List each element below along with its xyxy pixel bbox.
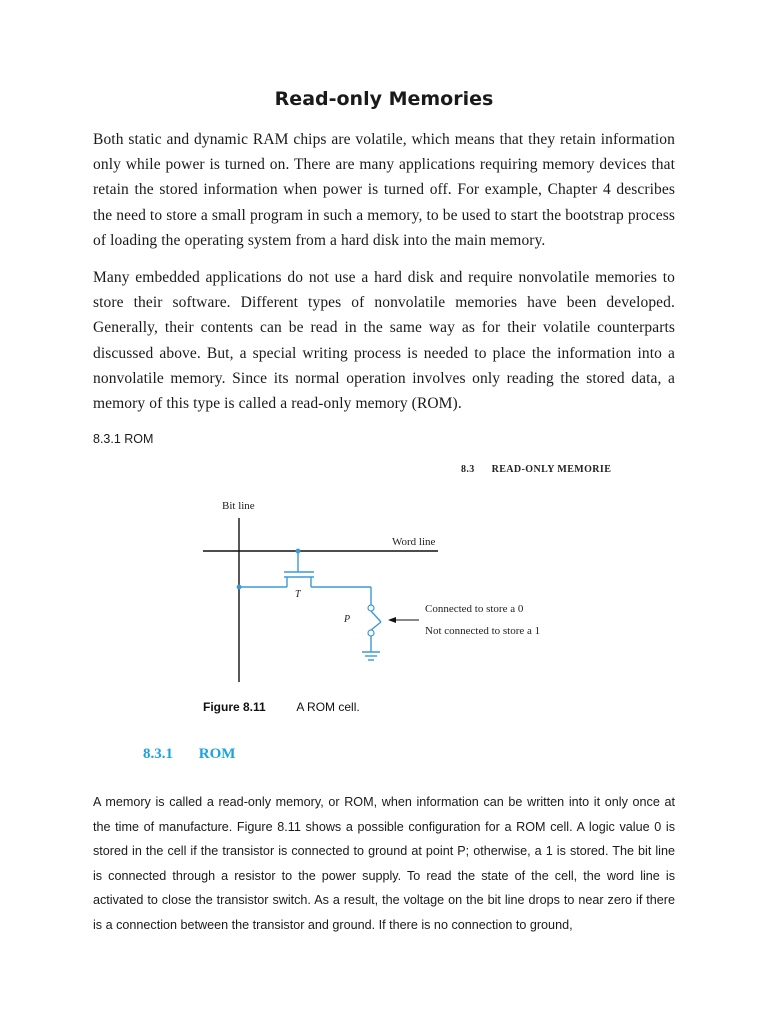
paragraph-nonvolatile: Many embedded applications do not use a hard disk and require nonvolatile memories to store their software. Different types of nonvolatile memories have been developed. Generally, their contents can be read in the same way as for their volatile counterparts discussed above. But, a special writing process is needed to place the information into a nonvolatile memory. Since its normal operation involves only reading the stored data, a memory of this type is called a read-only memory (ROM). [93,269,675,413]
switch-contact-bottom [368,630,374,636]
not-connected-label: Not connected to store a 1 [425,625,541,637]
paragraph-intro: Both static and dynamic RAM chips are volatile, which means that they retain information only while power is turned on. There are many applications requiring memory devices that retain the stored information when power is turned off. For example, Chapter 4 describes the need to store a small program in such a memory, to be used to start the bootstrap process of loading the operating system from a hard disk into the main memory. [93,131,675,249]
section-heading-number: 8.3.1 [143,746,173,762]
label-arrowhead [388,617,396,623]
section-heading [143,746,235,763]
connected-label: Connected to store a 0 [425,603,524,615]
point-label: P [344,614,351,625]
switch-contact-top [368,605,374,611]
paragraph-rom-description: A memory is called a read-only memory, or ROM, when information can be written into it only once at the time of manufacture. Figure 8.11 shows a possible configuration for a ROM cell. A logic value 0 is stored in the cell if the transistor is connected to ground at point P; otherwise, a 1 is stored. The bit line is connected through a resistor to the power supply. To read the state of the cell, the word line is activated to close the transistor switch. As a result, the voltage on the bit line drops to near zero if there is a connection between the transistor and ground. If there is no connection to ground, [93,795,675,932]
bit-line-label: Bit line [222,500,255,512]
section-label: 8.3.1 ROM [93,432,154,446]
figure-page-header-text: READ-ONLY MEMORIE [491,464,612,475]
figure-caption-number: Figure 8.11 [203,700,266,714]
section-heading-text: ROM [198,746,236,762]
junction-dot-gate [296,549,301,554]
transistor-circuit [239,551,381,660]
figure-page-header-num: 8.3 [461,464,475,475]
word-line-label: Word line [392,536,436,548]
figure-caption-text: A ROM cell. [296,700,360,714]
junction-dot-bit [237,585,242,590]
figure-caption [203,700,360,714]
page-title: Read-only Memories [274,88,494,110]
transistor-label: T [295,589,301,600]
